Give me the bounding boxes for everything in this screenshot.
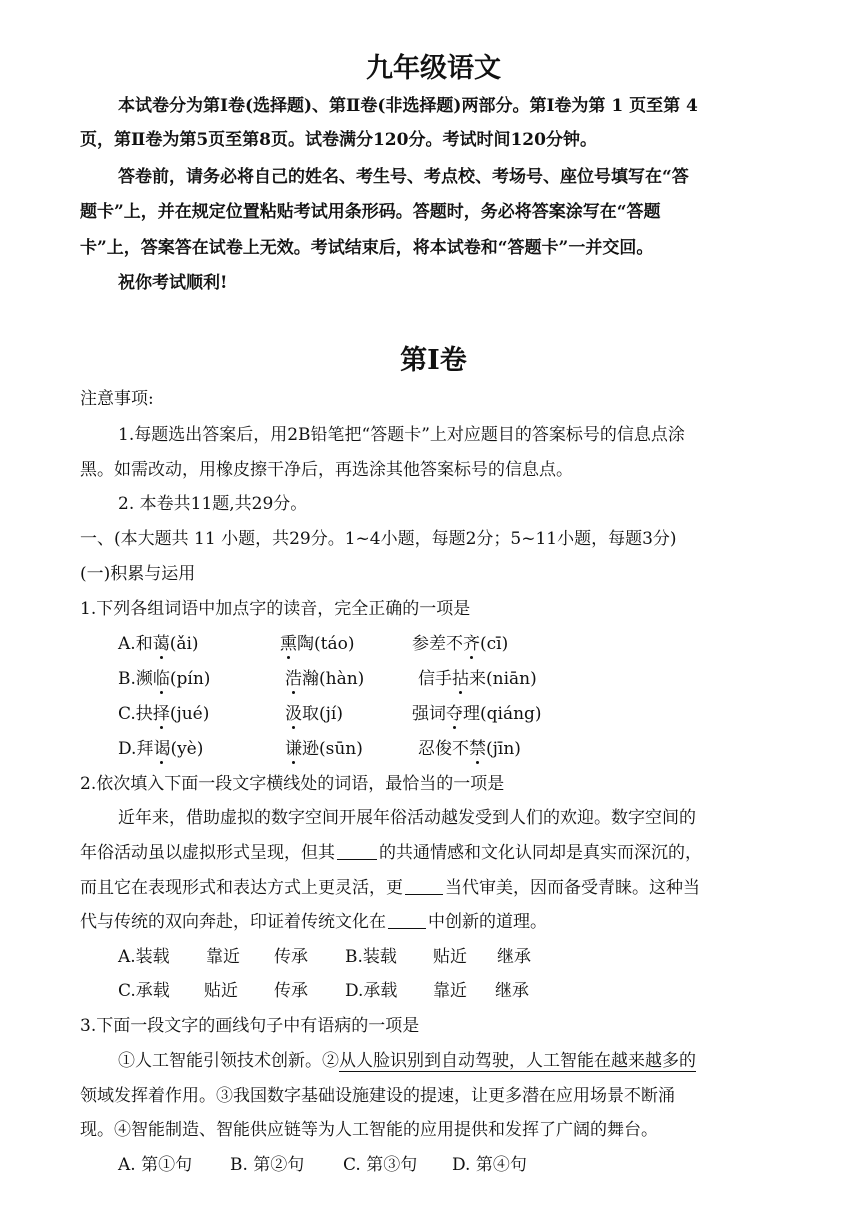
q1-stem: 1.下列各组词语中加点字的读音，完全正确的一项是 <box>80 599 471 619</box>
q2-option-a: A.装载 靠近 传承 <box>118 947 308 967</box>
intro-line-1: 本试卷分为第Ⅰ卷(选择题)、第Ⅱ卷(非选择题)两部分。第Ⅰ卷为第 1 页至第 4 <box>118 96 698 116</box>
q1-option-d-word-3: 忍俊不禁(jīn) <box>418 739 521 759</box>
q1-option-a-word-2: 熏陶(táo) <box>280 634 355 654</box>
q3-option-d: D. 第④句 <box>452 1155 527 1175</box>
q1-option-a-word-3: 参差不齐(cī) <box>412 634 509 654</box>
note-1-line-1: 1.每题选出答案后，用2B铅笔把“答题卡”上对应题目的答案标号的信息点涂 <box>118 425 685 445</box>
q2-passage-line-2: 年俗活动虽以虚拟形式呈现，但其 的共通情感和文化认同却是真实而深沉的， <box>80 843 702 863</box>
q1-option-c-word-2: 汲取(jí) <box>285 704 343 724</box>
note-1-line-2: 黑。如需改动，用橡皮擦干净后，再选涂其他答案标号的信息点。 <box>80 460 573 480</box>
q3-stem: 3.下面一段文字的画线句子中有语病的一项是 <box>80 1016 420 1036</box>
q3-passage-line-2: 领域发挥着作用。③我国数字基础设施建设的提速，让更多潜在应用场景不断涌 <box>80 1086 675 1106</box>
q2-option-c: C.承载 贴近 传承 <box>118 981 308 1001</box>
notice-line-1: 答卷前，请务必将自己的姓名、考生号、考点校、考场号、座位号填写在“答 <box>118 167 689 187</box>
intro-line-2: 页，第Ⅱ卷为第5页至第8页。试卷满分120分。考试时间120分钟。 <box>80 130 597 150</box>
q2-passage-line-3: 而且它在表现形式和表达方式上更灵活，更 当代审美，因而备受青睐。这种当 <box>80 878 700 898</box>
q2-option-b: B.装载 贴近 继承 <box>345 947 531 967</box>
q1-option-b: B.濒临(pín) <box>118 669 211 689</box>
blank-2 <box>405 878 443 895</box>
section-title: 第Ⅰ卷 <box>400 345 467 376</box>
exam-title: 九年级语文 <box>366 53 501 84</box>
sub-heading: (一)积累与运用 <box>80 564 196 584</box>
q1-option-d: D.拜谒(yè) <box>118 739 204 759</box>
q3-passage-line-1: ①人工智能引领技术创新。②从人脸识别到自动驾驶，人工智能在越来越多的 <box>118 1051 696 1071</box>
q2-stem: 2.依次填入下面一段文字横线处的词语，最恰当的一项是 <box>80 774 505 794</box>
q1-option-b-word-2: 浩瀚(hàn) <box>285 669 365 689</box>
blank-1 <box>337 843 377 860</box>
q3-option-a: A. 第①句 <box>118 1155 193 1175</box>
q3-option-b: B. 第②句 <box>230 1155 305 1175</box>
notice-line-3: 卡”上，答案答在试卷上无效。考试结束后，将本试卷和“答题卡”一并交回。 <box>80 238 654 258</box>
q3-option-c: C. 第③句 <box>343 1155 418 1175</box>
q1-option-d-word-2: 谦逊(sūn) <box>285 739 363 759</box>
notice-line-2: 题卡”上，并在规定位置粘贴考试用条形码。答题时，务必将答案涂写在“答题 <box>80 202 661 222</box>
q2-passage-line-1: 近年来，借助虚拟的数字空间开展年俗活动越发受到人们的欢迎。数字空间的 <box>118 808 696 828</box>
notes-heading: 注意事项: <box>80 389 154 409</box>
q3-passage-line-3: 现。④智能制造、智能供应链等为人工智能的应用提供和发挥了广阔的舞台。 <box>80 1120 658 1140</box>
option-label: D. <box>118 739 137 759</box>
q1-option-c-word-3: 强词夺理(qiáng) <box>412 704 542 724</box>
q2-passage-line-4: 代与传统的双向奔赴，印证着传统文化在 中创新的道理。 <box>80 912 547 932</box>
q1-option-b-word-3: 信手拈来(niān) <box>418 669 537 689</box>
part-heading: 一、(本大题共 11 小题，共29分。1~4小题，每题2分；5~11小题，每题3分) <box>80 529 677 549</box>
q1-option-c: C.抉择(jué) <box>118 704 210 724</box>
wish-text: 祝你考试顺利! <box>118 273 228 293</box>
option-label: C. <box>118 704 136 724</box>
blank-3 <box>388 912 426 929</box>
q1-option-a: A.和蔼(ǎi) <box>118 634 199 654</box>
option-label: A. <box>118 634 136 654</box>
note-2: 2. 本卷共11题,共29分。 <box>118 494 308 514</box>
option-label: B. <box>118 669 136 689</box>
q2-option-d: D.承载 靠近 继承 <box>345 981 529 1001</box>
